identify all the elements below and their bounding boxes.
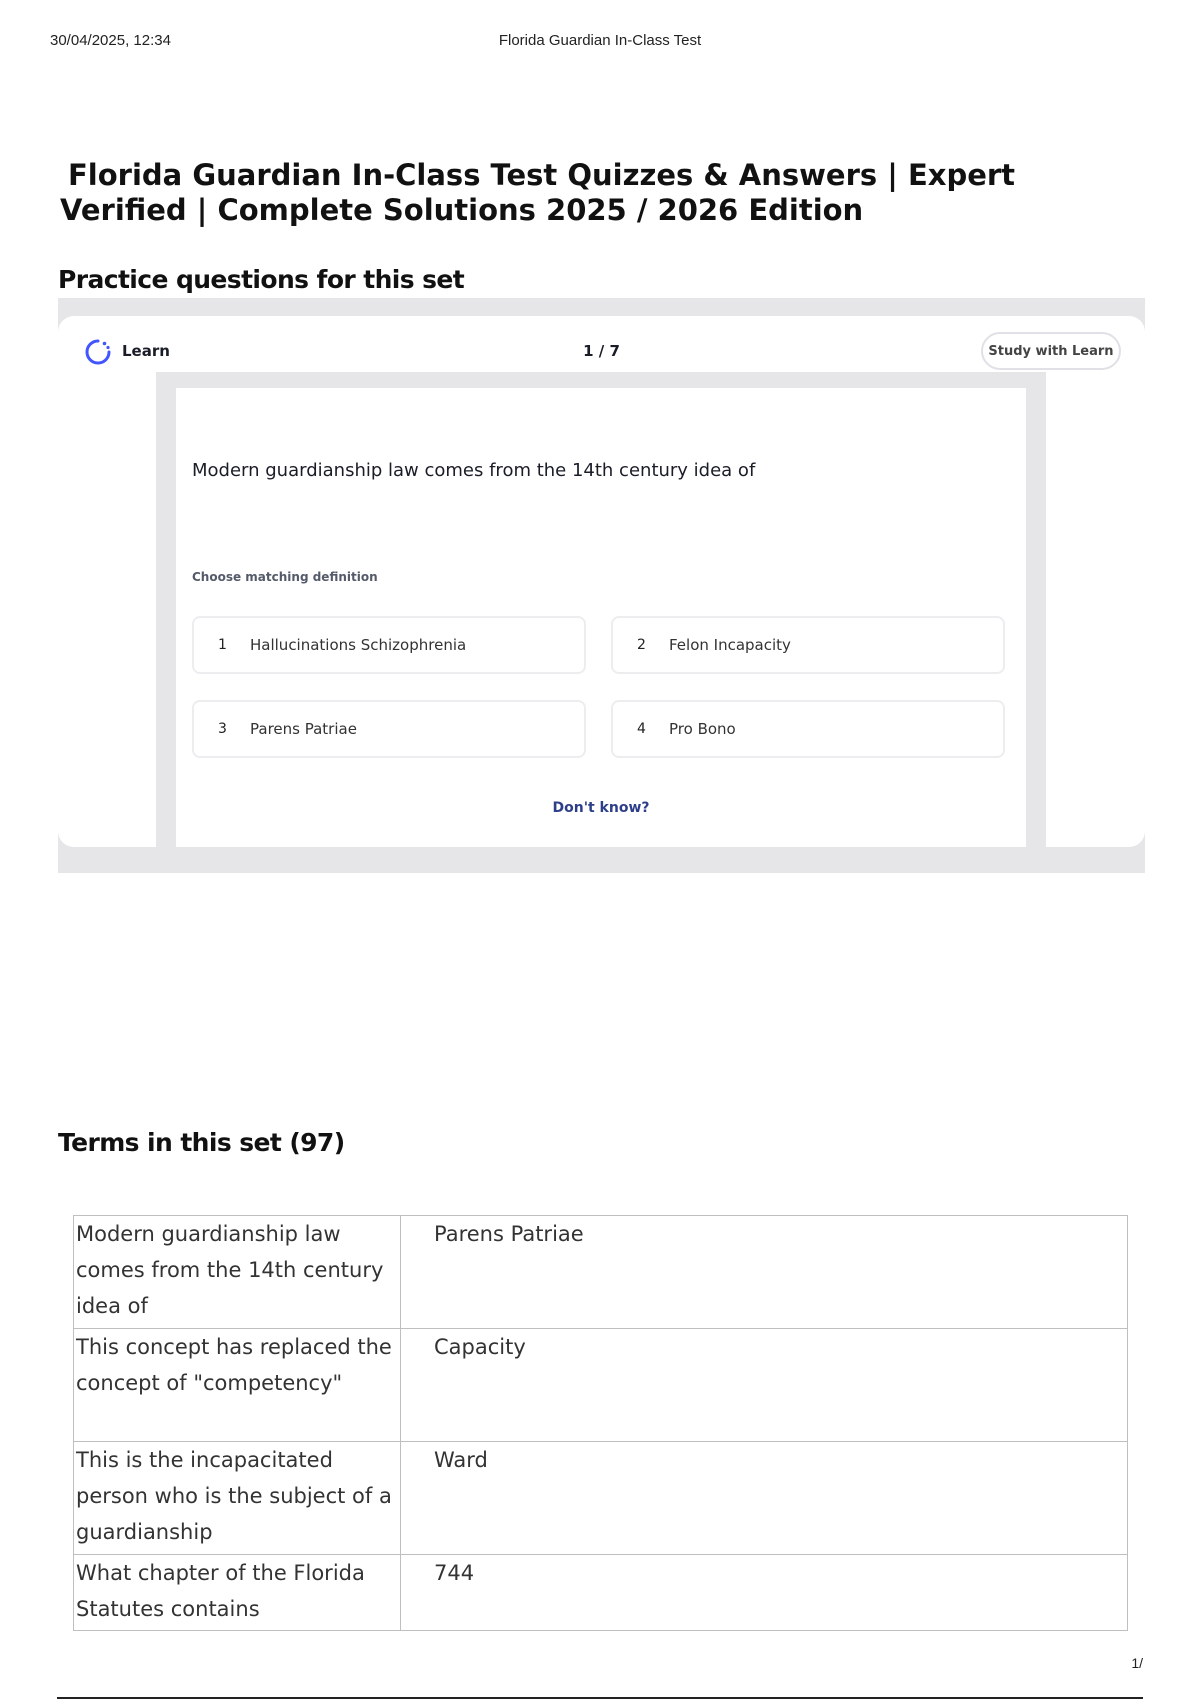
table-row (74, 1442, 1128, 1555)
question-frame (156, 372, 1046, 847)
option-text: Felon Incapacity (669, 636, 791, 654)
practice-heading: Practice questions for this set (58, 265, 465, 294)
print-header (50, 32, 1150, 52)
definition-cell: Parens Patriae (401, 1216, 1128, 1329)
option-text: Pro Bono (669, 720, 736, 738)
progress-counter: 1 / 7 (583, 342, 620, 360)
learn-toolbar (58, 316, 1145, 372)
answer-option-4[interactable] (611, 700, 1005, 758)
term-cell: Modern guardianship law comes from the 14th century idea of (74, 1216, 401, 1329)
option-number: 4 (637, 721, 646, 737)
answer-option-3[interactable] (192, 700, 586, 758)
question-text: Modern guardianship law comes from the 14th century idea of (192, 460, 756, 481)
study-with-learn-button[interactable]: Study with Learn (981, 332, 1121, 370)
term-cell: This concept has replaced the concept of "competency" (74, 1329, 401, 1442)
table-row (74, 1329, 1128, 1442)
table-row (74, 1555, 1128, 1631)
print-page-title: Florida Guardian In-Class Test (498, 32, 702, 49)
option-text: Parens Patriae (250, 720, 357, 738)
question-card (176, 388, 1026, 847)
learn-label: Learn (122, 342, 170, 360)
print-timestamp: 30/04/2025, 12:34 (50, 32, 171, 49)
definition-cell: 744 (401, 1555, 1128, 1631)
footer-divider (57, 1697, 1143, 1699)
terms-table (73, 1215, 1128, 1631)
learn-card (58, 316, 1145, 847)
definition-cell: Capacity (401, 1329, 1128, 1442)
choose-label: Choose matching definition (192, 570, 378, 584)
learn-widget (58, 298, 1145, 873)
dont-know-link[interactable]: Don't know? (552, 800, 650, 816)
document-title: Florida Guardian In-Class Test Quizzes & Answers | Expert Verified | Complete Solutions 2025 / 2026 Edition (60, 158, 1016, 227)
term-cell: This is the incapacitated person who is the subject of a guardianship (74, 1442, 401, 1555)
option-number: 3 (218, 721, 227, 737)
option-number: 2 (637, 637, 646, 653)
term-cell: What chapter of the Florida Statutes contains (74, 1555, 401, 1631)
answer-option-2[interactable] (611, 616, 1005, 674)
answer-option-1[interactable] (192, 616, 586, 674)
definition-cell: Ward (401, 1442, 1128, 1555)
table-row (74, 1216, 1128, 1329)
page-number: 1/ (1131, 1655, 1143, 1671)
option-text: Hallucinations Schizophrenia (250, 636, 467, 654)
terms-heading: Terms in this set (97) (58, 1128, 345, 1157)
option-number: 1 (218, 637, 227, 653)
